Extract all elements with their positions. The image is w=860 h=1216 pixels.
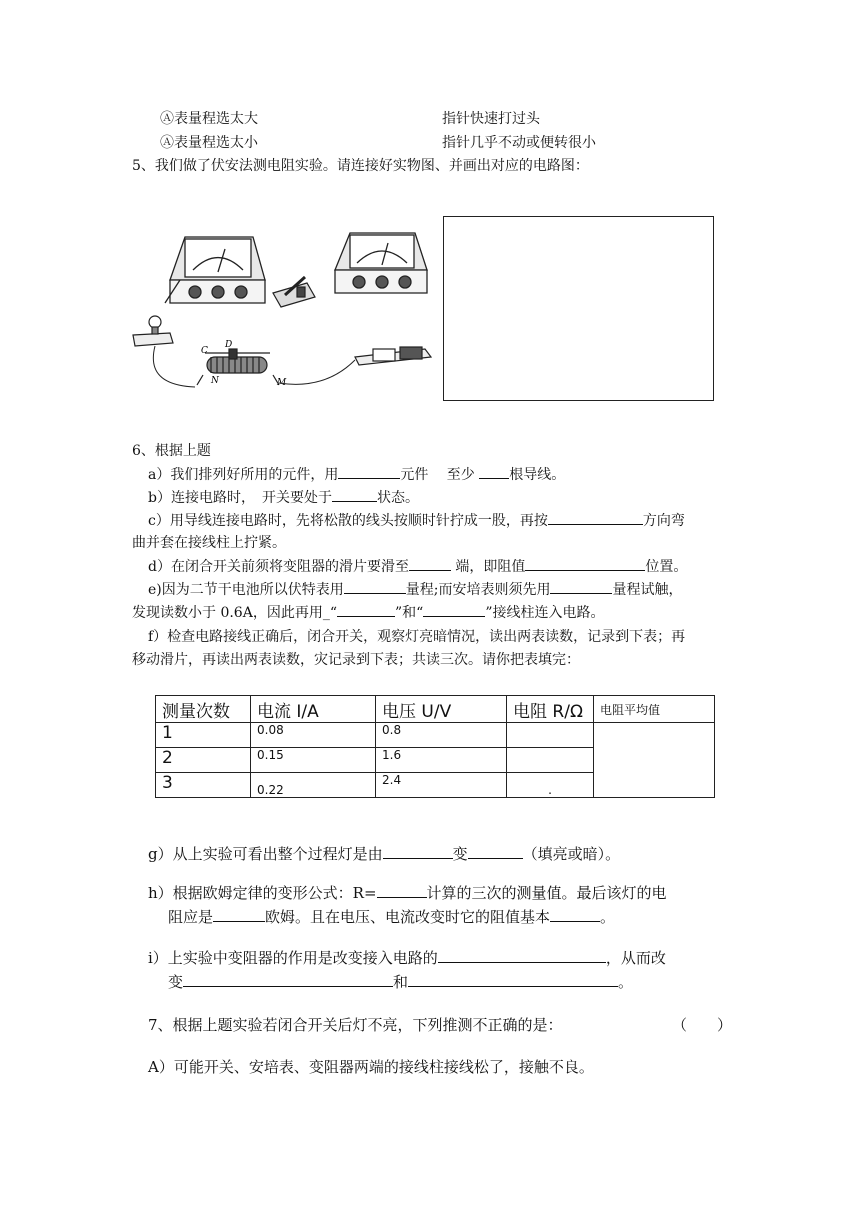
row1-resistance[interactable] <box>507 723 594 748</box>
g-blank1[interactable] <box>383 844 453 859</box>
header-average: 电阻平均值 <box>594 696 715 723</box>
q6-e2 <box>132 602 604 622</box>
q6-e2-text2: ”和“ <box>394 605 424 621</box>
q6-c-text1: c）用导线连接电路时，先将松散的线头按顺时针拧成一股，再按 <box>148 513 548 529</box>
q6-e-text3: 量程试触， <box>612 582 683 598</box>
q6-b-text1: b）连接电路时， 开关要处于 <box>148 490 332 506</box>
q6-c-blank[interactable] <box>548 510 643 525</box>
row3-current: 0.22 <box>251 773 376 798</box>
h-text2: 计算的三次的测量值。最后该灯的电 <box>426 884 667 902</box>
i-text2: ，从而改 <box>605 949 666 967</box>
table-header-row <box>156 696 715 723</box>
q6-e-blank4[interactable] <box>423 602 485 617</box>
row3-resistance[interactable]: . <box>507 773 594 798</box>
q6-e-text2: 量程;而安培表则须先用 <box>405 582 551 598</box>
q6-b <box>148 487 419 507</box>
g-text3: （填亮或暗）。 <box>522 845 621 863</box>
i-text5: 。 <box>618 973 634 991</box>
i-blank3[interactable] <box>408 972 618 987</box>
q6-d-text1: d）在闭合开关前须将变阻器的滑片要滑至 <box>148 559 409 575</box>
row3-voltage: 2.4 <box>376 773 507 798</box>
g-text2: 变 <box>452 845 468 863</box>
label-d: D <box>225 340 233 350</box>
q6-f1: f）检查电路接线正确后，闭合开关，观察灯亮暗情况，读出两表读数，记录到下表；再 <box>148 629 686 645</box>
row2-resistance[interactable] <box>507 748 594 773</box>
label-n: N <box>211 376 219 386</box>
header-resistance: 电阻 R/Ω <box>507 696 594 723</box>
row3-count: 3 <box>156 773 251 798</box>
q6-e-blank3[interactable] <box>337 602 395 617</box>
q6-e2-text3: ”接线柱连入电路。 <box>485 605 605 621</box>
q6-e-blank2[interactable] <box>550 579 612 594</box>
question-5: 5、我们做了伏安法测电阻实验。请连接好实物图、并画出对应的电路图： <box>132 158 589 174</box>
q6-c1 <box>148 510 685 530</box>
question-6-title: 6、根据上题 <box>132 443 211 459</box>
battery-icon <box>355 347 431 365</box>
g-text1: g）从上实验可看出整个过程灯是由 <box>148 845 383 863</box>
ammeter-range-large-result: 指针快速打过头 <box>442 111 540 127</box>
q6-a-blank1[interactable] <box>338 464 400 479</box>
header-count: 测量次数 <box>156 696 251 723</box>
question-7: 7、根据上题实验若闭合开关后灯不亮，下列推测不正确的是： <box>148 1016 563 1034</box>
h-blank1[interactable] <box>377 883 427 898</box>
h-text1: h）根据欧姆定律的变形公式：R= <box>148 884 377 902</box>
row1-voltage: 0.8 <box>376 723 507 748</box>
i-blank1[interactable] <box>438 948 606 963</box>
g-blank2[interactable] <box>468 844 523 859</box>
average-cell[interactable] <box>594 723 715 798</box>
row2-voltage: 1.6 <box>376 748 507 773</box>
rheostat-icon <box>197 349 279 385</box>
question-i2 <box>168 971 633 992</box>
i-text1: i）上实验中变阻器的作用是改变接入电路的 <box>148 949 438 967</box>
question-7-answer-paren[interactable]: （ ） <box>672 1016 733 1034</box>
voltmeter-icon <box>165 237 265 303</box>
question-g <box>148 843 620 864</box>
table-row <box>156 723 715 748</box>
question-h1 <box>148 882 667 903</box>
measurement-table <box>155 695 715 798</box>
q6-a-blank2[interactable] <box>479 464 509 479</box>
question-7-option-a: A）可能开关、安培表、变阻器两端的接线柱接线松了，接触不良。 <box>148 1058 594 1076</box>
wire-right <box>279 360 355 384</box>
label-c: C <box>201 346 208 356</box>
question-i1 <box>148 947 666 968</box>
row1-count: 1 <box>156 723 251 748</box>
q6-a-text1: a）我们排列好所用的元件，用 <box>148 467 339 483</box>
q6-b-blank[interactable] <box>332 487 377 502</box>
q6-e1 <box>148 579 682 599</box>
header-voltage: 电压 U/V <box>376 696 507 723</box>
circuit-diagram-answer-box[interactable] <box>443 216 714 401</box>
q6-e2-text1: 发现读数小于 0.6A，因此再用_“ <box>132 605 337 621</box>
wire-left <box>153 346 195 387</box>
q6-d-text3: 位置。 <box>645 559 688 575</box>
switch-icon <box>273 277 315 307</box>
q6-e-text1: e)因为二节干电池所以伏特表用 <box>148 582 344 598</box>
row1-current: 0.08 <box>251 723 376 748</box>
circuit-apparatus-image <box>125 225 435 400</box>
ammeter-icon <box>335 233 427 293</box>
h-blank3[interactable] <box>550 907 600 922</box>
q6-d <box>148 556 687 576</box>
q6-d-text2: 端，即阻值 <box>455 559 526 575</box>
q6-c2: 曲并套在接线柱上拧紧。 <box>132 535 286 551</box>
q6-a-text2: 元件 至少 <box>400 467 475 483</box>
q6-c-text2: 方向弯 <box>642 513 685 529</box>
question-h2 <box>168 906 615 927</box>
h-text5: 。 <box>600 908 616 926</box>
ammeter-range-large-text: Ⓐ表量程选太大 <box>160 111 258 127</box>
i-text3: 变 <box>168 973 184 991</box>
q6-e-blank1[interactable] <box>344 579 406 594</box>
row2-current: 0.15 <box>251 748 376 773</box>
ammeter-range-small-text: Ⓐ表量程选太小 <box>160 135 258 151</box>
row2-count: 2 <box>156 748 251 773</box>
q6-a-text3: 根导线。 <box>509 467 566 483</box>
q6-b-text2: 状态。 <box>376 490 419 506</box>
q6-a <box>148 464 565 484</box>
q6-d-blank1[interactable] <box>409 556 451 571</box>
label-m: M <box>277 378 287 388</box>
bulb-icon <box>133 316 173 346</box>
h-text3: 阻应是 <box>168 908 214 926</box>
header-current: 电流 I/A <box>251 696 376 723</box>
ammeter-range-small-result: 指针几乎不动或便转很小 <box>442 135 596 151</box>
i-blank2[interactable] <box>183 972 393 987</box>
h-text4: 欧姆。且在电压、电流改变时它的阻值基本 <box>265 908 551 926</box>
q6-f2: 移动滑片，再读出两表读数，灾记录到下表；共读三次。请你把表填完： <box>132 652 580 668</box>
h-blank2[interactable] <box>213 907 265 922</box>
q6-d-blank2[interactable] <box>525 556 645 571</box>
i-text4: 和 <box>393 973 409 991</box>
